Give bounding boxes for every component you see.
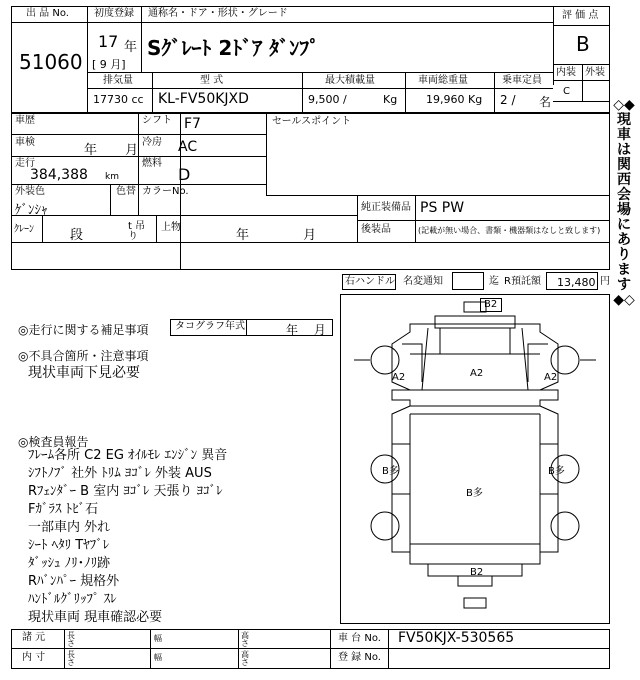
color-change-label: 色替 xyxy=(116,186,136,197)
color-value: ｹﾞﾝｼｬ xyxy=(15,203,48,218)
load-label: 最大積載量 xyxy=(325,75,375,86)
equipment-label: 純正装備品 xyxy=(361,202,411,213)
interior-label: 内装 xyxy=(556,67,576,78)
shift-label: シフト xyxy=(142,115,172,126)
inspection-value: 年 月 xyxy=(84,143,139,158)
aftermarket-label: 後装品 xyxy=(361,224,391,235)
dims-label: 諸 元 xyxy=(22,632,46,643)
length-label: 長さ xyxy=(67,631,75,648)
footer-frame xyxy=(11,629,610,669)
reg-label: 登 録 No. xyxy=(338,652,381,663)
report-line: ﾀﾞｯｼｭ ﾉﾘ･ﾉﾘ跡 xyxy=(28,556,111,571)
first-reg-month: [ 9 月] xyxy=(92,58,126,71)
sales-point-label: セールスポイント xyxy=(272,116,352,127)
width-label-2: 幅 xyxy=(154,653,162,662)
mileage-value: 384,388 xyxy=(30,167,88,183)
year-unit: 年 xyxy=(124,40,138,55)
steering-label: 右ハンドル xyxy=(345,276,395,287)
score-label: 評 価 点 xyxy=(562,10,599,21)
report-line: ｼﾌﾄﾉﾌﾞ 社外 ﾄﾘﾑ ﾖｺﾞﾚ 外装 AUS xyxy=(28,466,212,481)
superstructure-label: 上物 xyxy=(161,222,181,233)
color-number-label: カラーNo. xyxy=(142,186,189,197)
color-label: 外装色 xyxy=(15,186,45,197)
rear-mark: B2 xyxy=(470,567,484,578)
length-label-2: 長さ xyxy=(67,650,75,667)
left-front-mark: A2 xyxy=(392,372,406,383)
exterior-label: 外装 xyxy=(585,67,605,78)
tacho-label: タコグラフ年式 xyxy=(175,321,245,332)
details-frame xyxy=(11,113,610,270)
recycle-value: 13,480 xyxy=(557,276,596,289)
report-line: ﾊﾝﾄﾞﾙｸﾞﾘｯﾌﾟ ｽﾚ xyxy=(28,592,117,607)
lot-label: 出 品 No. xyxy=(26,8,69,19)
shift-value: F7 xyxy=(184,116,201,132)
equipment-value: PS PW xyxy=(420,200,465,216)
capacity-value: 2 / xyxy=(500,93,516,107)
defect-title: ◎不具合箇所・注意事項 xyxy=(18,349,149,363)
report-line: Rﾌｪﾝﾀﾞｰ B 室内 ﾖｺﾞﾚ 天張り ﾖｺﾞﾚ xyxy=(28,484,223,499)
lot-number: 51060 xyxy=(19,50,83,74)
report-line: 現状車両 現車確認必要 xyxy=(28,610,163,625)
report-line: 一部車内 外れ xyxy=(28,520,111,535)
recycle-unit: 円 xyxy=(600,276,610,287)
displacement-label: 排気量 xyxy=(103,75,133,86)
first-reg-year: 17 xyxy=(98,32,119,51)
capacity-unit: 名 xyxy=(539,95,552,109)
gvw-value: 19,960 Kg xyxy=(426,93,483,106)
chassis-label: 車 台 No. xyxy=(338,633,381,644)
ac-value: AC xyxy=(178,139,198,155)
defect-text: 現状車両下見必要 xyxy=(28,365,140,381)
gvw-label: 車両総重量 xyxy=(418,75,468,86)
left-mid-mark: B多 xyxy=(382,466,399,477)
mileage-label: 走行 xyxy=(15,158,35,169)
center-front-mark: A2 xyxy=(470,368,484,379)
history-label: 車歴 xyxy=(15,115,35,126)
ac-label: 冷房 xyxy=(142,137,162,148)
fuel-label: 燃料 xyxy=(142,158,162,169)
mileage-unit: km xyxy=(105,172,119,182)
height-label: 高さ xyxy=(241,631,249,648)
crane-steps-unit: 段 xyxy=(70,228,84,243)
load-unit: Kg xyxy=(383,93,398,106)
fuel-value: D xyxy=(178,165,191,184)
right-front-mark: A2 xyxy=(544,372,558,383)
recycle-label: R預託額 xyxy=(504,276,541,287)
report-line: ﾌﾚｰﾑ各所 C2 EG ｵｲﾙﾓﾚ ｴﾝｼﾞﾝ 異音 xyxy=(28,448,228,463)
title-notice-label: 名変通知 xyxy=(403,276,443,287)
crane-label: ｸﾚｰﾝ xyxy=(14,224,34,235)
front-mark: B2 xyxy=(484,299,498,310)
report-line: Rﾊﾞﾝﾊﾟｰ 規格外 xyxy=(28,574,120,589)
chassis-value: FV50KJX-530565 xyxy=(398,630,515,646)
report-lines xyxy=(28,447,338,627)
vehicle-name: Sｸﾞﾚｰﾄ 2ﾄﾞｱ ﾀﾞﾝﾌﾟ xyxy=(147,36,320,60)
height-label-2: 高さ xyxy=(241,650,249,667)
tacho-value: 年 月 xyxy=(286,323,326,337)
inspector-title: ◎検査員報告 xyxy=(18,435,89,449)
venue-notice: ◇◆ 現車は関西会場にあります ◆◇ xyxy=(613,97,635,308)
aftermarket-note: (記載が無い場合、書類・機器類はなしと致します) xyxy=(418,226,601,235)
name-label: 通称名・ドア・形状・グレード xyxy=(148,8,288,19)
interior-value: C xyxy=(563,86,570,97)
crane-ton-unit: t 吊り xyxy=(128,221,146,242)
displacement-value: 17730 cc xyxy=(93,93,144,106)
interior-dims-label: 内 寸 xyxy=(22,652,46,663)
capacity-label: 乗車定員 xyxy=(502,75,542,86)
right-mid-mark: B多 xyxy=(548,466,565,477)
load-value: 9,500 / xyxy=(308,93,347,106)
superstructure-value: 年 月 xyxy=(236,228,317,243)
report-line: Fｶﾞﾗｽ ﾄﾋﾞ石 xyxy=(28,502,99,517)
until-label: 迄 xyxy=(489,276,499,287)
width-label: 幅 xyxy=(154,634,162,643)
title-notice-box xyxy=(452,272,484,290)
model-label: 型 式 xyxy=(200,75,224,86)
score-value: B xyxy=(576,32,590,56)
driving-notes-title: ◎走行に関する補足事項 xyxy=(18,323,149,337)
model-value: KL-FV50KJXD xyxy=(158,91,249,107)
first-reg-label: 初度登録 xyxy=(94,8,134,19)
center-mid-mark: B多 xyxy=(466,488,483,499)
inspection-label: 車検 xyxy=(15,137,35,148)
report-line: ｼｰﾄ ﾍﾀﾘ Tﾔﾌﾞﾚ xyxy=(28,538,110,553)
